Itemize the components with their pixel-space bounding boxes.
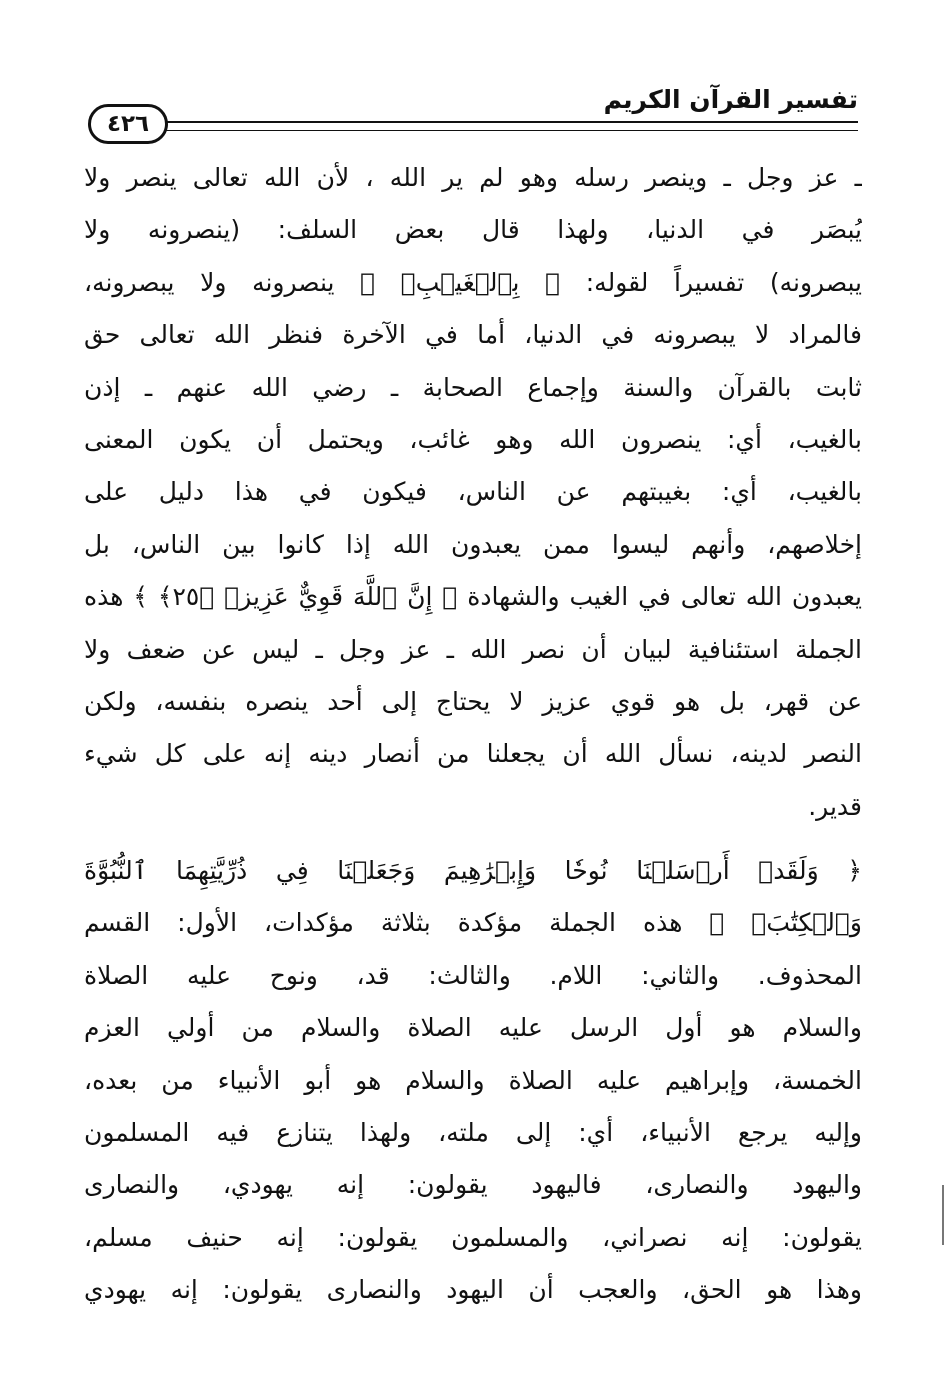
text-line: ثابت بالقرآن والسنة وإجماع الصحابة ـ رضي الله عنهم ـ إذن <box>84 372 862 402</box>
header-double-rule <box>164 121 858 131</box>
text-line: قدير. <box>808 791 862 821</box>
text-line: المحذوف. والثاني: اللام. والثالث: قد، ونوح عليه الصلاة <box>84 960 862 990</box>
text-line: بالغيب، أي: بغيبتهم عن الناس، فيكون في هذا دليل على <box>84 477 862 507</box>
text-line: الخمسة، وإبراهيم عليه الصلاة والسلام هو أبو الأنبياء من بعده، <box>84 1065 862 1095</box>
text-line: واليهود والنصارى، فاليهود يقولون: إنه يهودي، والنصارى <box>84 1170 862 1200</box>
running-title: تفسير القرآن الكريم <box>603 85 858 114</box>
body-text <box>84 152 862 1317</box>
text-line: والسلام هو أول الرسل عليه الصلاة والسلام من أولي العزم <box>84 1013 862 1043</box>
text-line: ـ عز وجل ـ وينصر رسله وهو لم ير الله ، لأن الله تعالى ينصر ولا <box>84 163 862 192</box>
text-line: عن قهر، بل هو قوي عزيز لا يحتاج إلى أحد ينصره بنفسه، ولكن <box>84 686 862 716</box>
text-line: بالغيب، أي: ينصرون الله وهو غائب، ويحتمل أن يكون المعنى <box>84 424 862 454</box>
text-line: وهذا هو الحق، والعجب أن اليهود والنصارى يقولون: إنه يهودي <box>84 1275 862 1305</box>
page-number-badge: ٤٢٦ <box>88 104 168 144</box>
scan-edge-mark <box>942 1185 944 1245</box>
page-header <box>88 84 858 156</box>
text-line: يبصرونه) تفسيراً لقوله: ﴿ بِٱلۡغَيۡبِۚ ﴾ ينصرونه ولا يبصرونه، <box>84 267 862 297</box>
text-line: يُبصَر في الدنيا، ولهذا قال بعض السلف: (ينصرونه ولا <box>84 215 862 245</box>
paragraph-gap <box>84 833 862 845</box>
text-line: يقولون: إنه نصراني، والمسلمون يقولون: إنه حنيف مسلم، <box>84 1222 862 1252</box>
text-line: النصر لدينه، نسأل الله أن يجعلنا من أنصار دينه إنه على كل شيء <box>84 739 862 769</box>
text-line: الجملة استئنافية لبيان أن نصر الله ـ عز وجل ـ ليس عن ضعف ولا <box>84 634 862 664</box>
quran-verse-line: ﴿ وَلَقَدۡ أَرۡسَلۡنَا نُوحٗا وَإِبۡرَٰهِيمَ وَجَعَلۡنَا فِي ذُرِّيَّتِهِمَا ٱلنُّبُوَّةَ <box>84 856 862 886</box>
text-line: وَٱلۡكِتَٰبَۖ ﴾ هذه الجملة مؤكدة بثلاثة مؤكدات، الأول: القسم <box>84 908 862 938</box>
text-line: إخلاصهم، وأنهم ليسوا ممن يعبدون الله إذا كانوا بين الناس، بل <box>84 529 862 559</box>
text-line: فالمراد لا يبصرونه في الدنيا، أما في الآخرة فنظر الله تعالى حق <box>84 320 862 350</box>
text-line: وإليه يرجع الأنبياء، أي: إلى ملته، ولهذا يتنازع فيه المسلمون <box>84 1118 862 1148</box>
text-line: يعبدون الله تعالى في الغيب والشهادة ﴿ إِنَّ ٱللَّهَ قَوِيٌّ عَزِيزٞ ﴿٢٥﴾ ﴾ هذه <box>84 582 862 612</box>
